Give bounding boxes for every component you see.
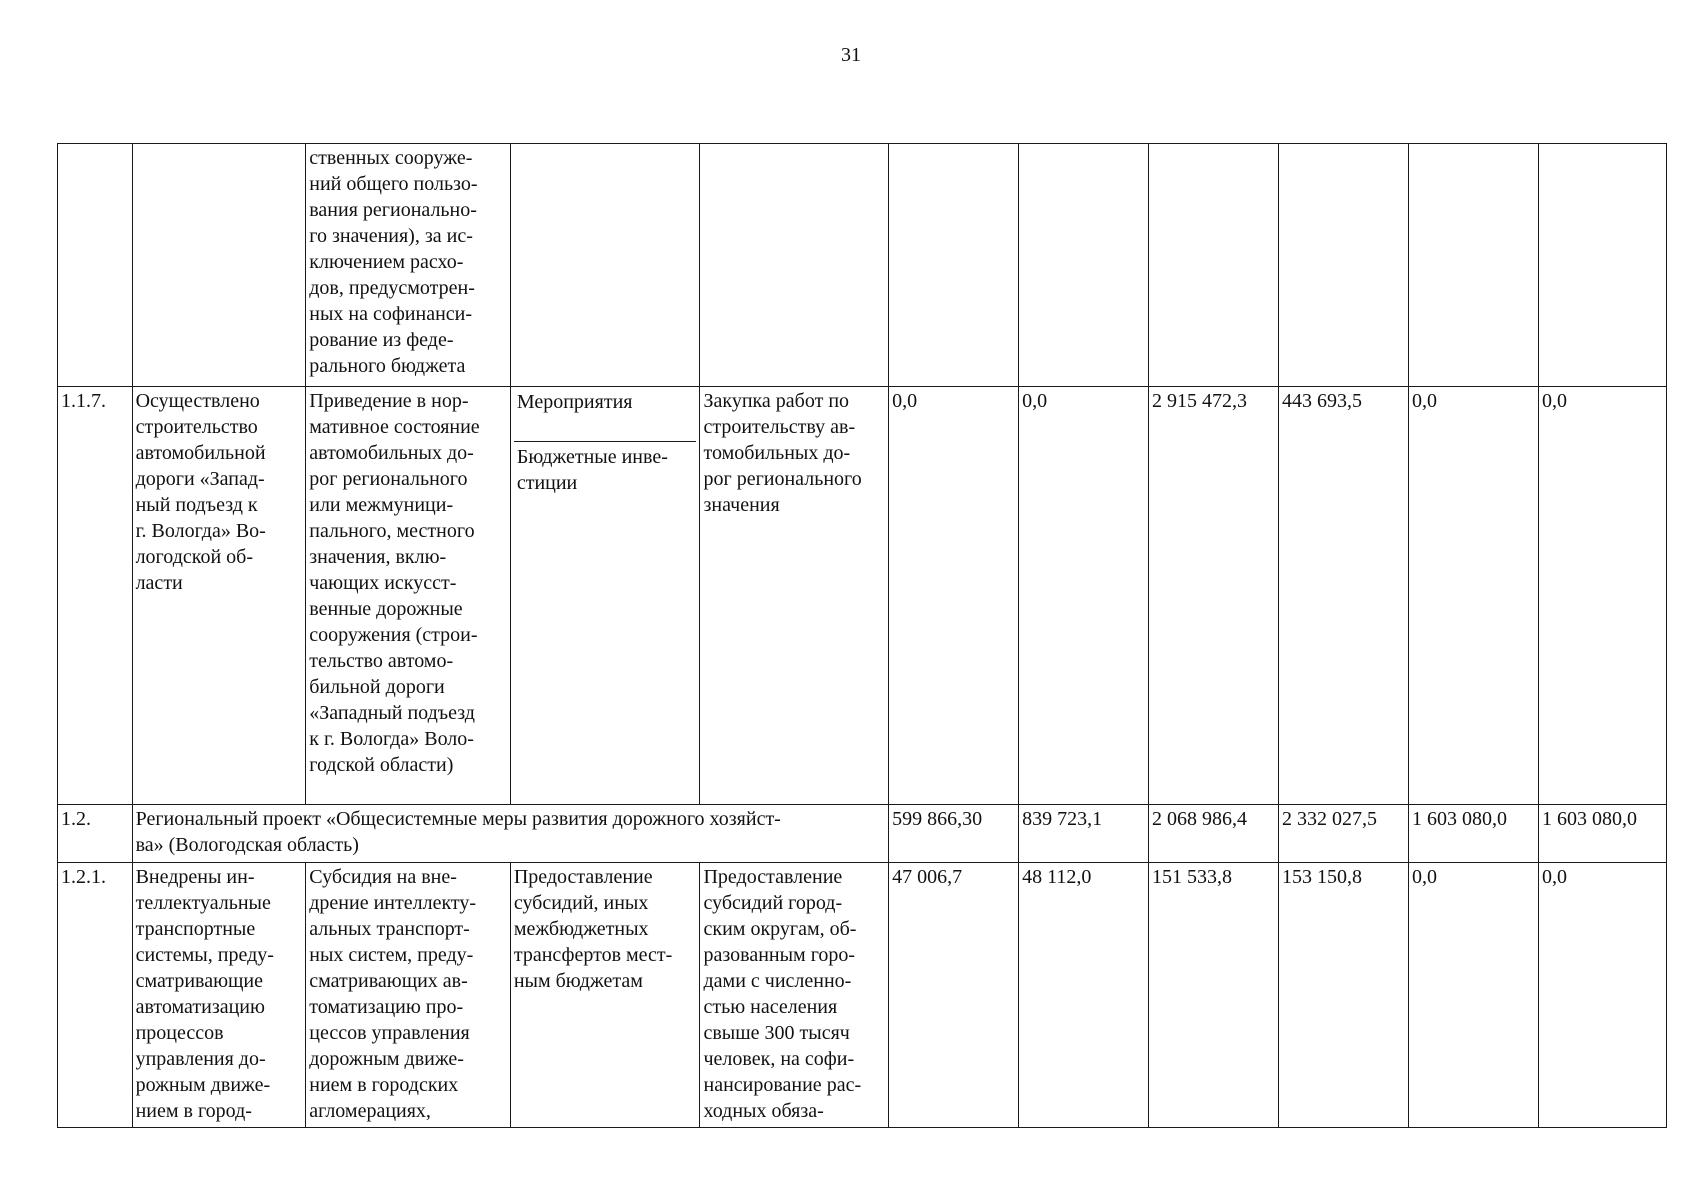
type-cell [510,144,700,387]
value-cell: 0,0 [1409,387,1539,805]
table-row [58,387,1667,805]
value-cell [1279,144,1409,387]
value-cell: 0,0 [1539,863,1667,1128]
value-cell: 2 068 986,4 [1149,805,1279,863]
result-cell [132,144,306,387]
result-cell: Осуществлено строительство автомобильной дороги «Запад- ный подъезд к г. Вологда» Во- логодской об- ласти [132,387,306,805]
result-cell: Внедрены ин- теллектуальные транспортные системы, преду- сматривающие автоматизацию процессов управления до- рожным движе- нием в город- [132,863,306,1128]
value-cell: 2 915 472,3 [1149,387,1279,805]
value-cell: 0,0 [889,387,1019,805]
value-cell: 443 693,5 [1279,387,1409,805]
value-cell: 0,0 [1019,387,1149,805]
value-cell: 839 723,1 [1019,805,1149,863]
row-number-cell: 1.2. [58,805,133,863]
type-cell-bottom: Бюджетные инве- стиции [516,446,668,494]
value-cell: 1 603 080,0 [1409,805,1539,863]
activity-cell: Субсидия на вне- дрение интеллекту- альных транспорт- ных систем, преду- сматривающих ав- томатизацию про- цессов управления дорожным движе- нием в городских агломерациях, [306,863,511,1128]
value-cell: 151 533,8 [1149,863,1279,1128]
value-cell: 599 866,30 [889,805,1019,863]
activity-cell: ственных сооруже- ний общего пользо- вания регионально- го значения), за ис- ключением расхо- дов, предусмотрен- ных на софинанси- рование из феде- рального бюджета [306,144,511,387]
value-cell [889,144,1019,387]
description-cell: Предоставление субсидий город- ским округам, об- разованным горо- дами с численно- стью населения свыше 300 тысяч человек, на софи- нансирование рас- ходных обяза- [700,863,889,1128]
value-cell: 1 603 080,0 [1539,805,1667,863]
row-number-cell: 1.1.7. [58,387,133,805]
value-cell: 48 112,0 [1019,863,1149,1128]
row-number-cell: 1.2.1. [58,863,133,1128]
table-row [58,805,1667,863]
value-cell [1409,144,1539,387]
type-cell-top: Мероприятия [514,388,697,442]
project-title-cell: Региональный проект «Общесистемные меры развития дорожного хозяйст- ва» (Вологодская область) [132,805,889,863]
description-cell [700,144,889,387]
value-cell: 0,0 [1539,387,1667,805]
value-cell [1539,144,1667,387]
page-number: 31 [841,44,861,66]
value-cell [1019,144,1149,387]
budget-table [57,143,1667,1128]
value-cell [1149,144,1279,387]
activity-cell: Приведение в нор- мативное состояние автомобильных до- рог регионального или межмуници- пального, местного значения, вклю- чающих искусст- венные дорожные сооружения (строи- тельство автомо- бильной дороги «Западный подъезд к г. Вологда» Воло- годской области) [306,387,511,805]
type-cell: Предоставление субсидий, иных межбюджетных трансфертов мест- ным бюджетам [510,863,700,1128]
row-number-cell [58,144,133,387]
type-cell [510,387,700,805]
table-row [58,144,1667,387]
value-cell: 2 332 027,5 [1279,805,1409,863]
table-row [58,863,1667,1128]
description-cell: Закупка работ по строительству ав- томобильных до- рог регионального значения [700,387,889,805]
value-cell: 47 006,7 [889,863,1019,1128]
value-cell: 153 150,8 [1279,863,1409,1128]
value-cell: 0,0 [1409,863,1539,1128]
